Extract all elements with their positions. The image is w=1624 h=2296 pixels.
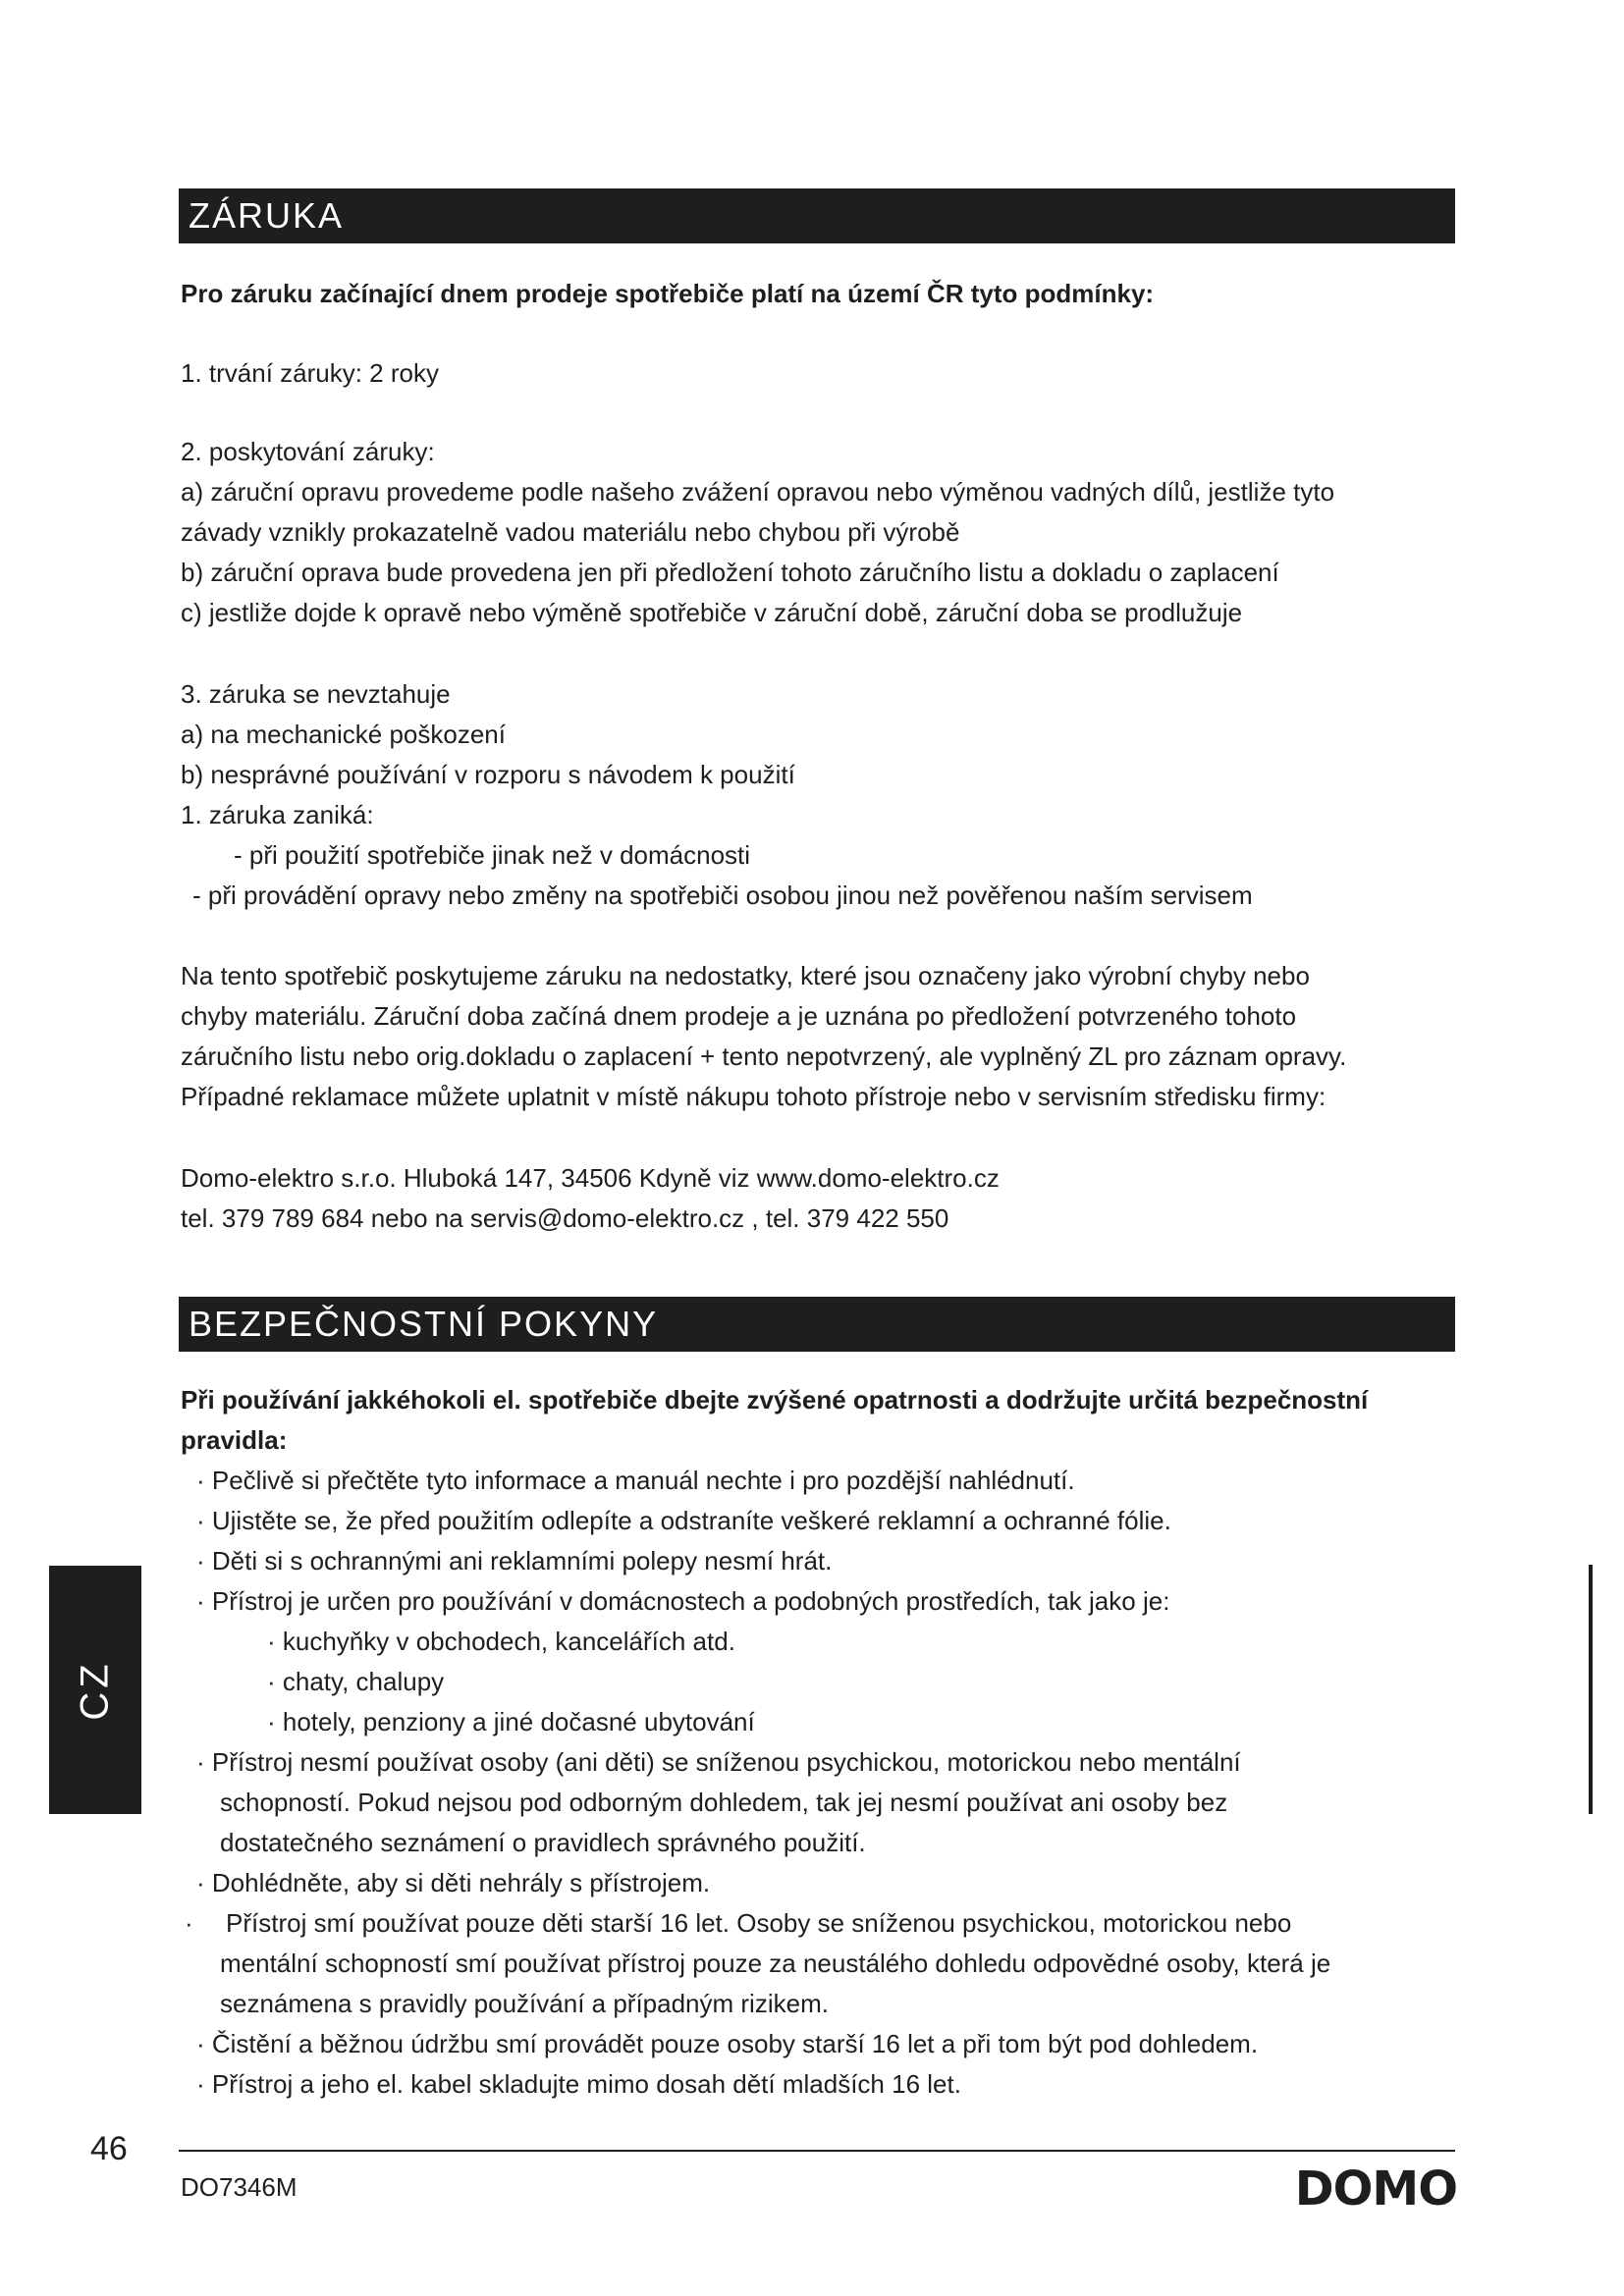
zaruka-intro: Pro záruku začínající dnem prodeje spotřebiče platí na území ČR tyto podmínky: xyxy=(181,279,1155,308)
safety-item-5-line2: schopností. Pokud nejsou pod odborným dohledem, tak jej nesmí používat ani osoby bez xyxy=(220,1788,1228,1817)
safety-intro-line2: pravidla: xyxy=(181,1425,288,1455)
safety-subitem-1: · kuchyňky v obchodech, kancelářích atd. xyxy=(267,1627,735,1656)
warranty-paragraph-line2: chyby materiálu. Záruční doba začíná dnem prodeje a je uznána po předložení potvrzeného tohoto xyxy=(181,1001,1297,1031)
section-heading-zaruka: ZÁRUKA xyxy=(179,188,1455,243)
warranty-expiry-title: 1. záruka zaniká: xyxy=(181,800,374,829)
warranty-exclusion-a: a) na mechanické poškození xyxy=(181,720,506,749)
safety-item-1: · Pečlivě si přečtěte tyto informace a manuál nechte i pro pozdější nahlédnutí. xyxy=(196,1466,1075,1495)
warranty-exclusion-title: 3. záruka se nevztahuje xyxy=(181,679,451,709)
warranty-provision-b: b) záruční oprava bude provedena jen při předložení tohoto záručního listu a dokladu o zaplacení xyxy=(181,558,1279,587)
service-address: Domo-elektro s.r.o. Hluboká 147, 34506 Kdyně viz www.domo-elektro.cz xyxy=(181,1163,1000,1193)
warranty-provision-a-line1: a) záruční opravu provedeme podle našeho zvážení opravou nebo výměnou vadných dílů, jestliže tyto xyxy=(181,477,1335,507)
safety-item-7-line2: mentální schopností smí používat přístroj pouze za neustálého dohledu odpovědné osoby, která je xyxy=(220,1949,1331,1978)
warranty-expiry-item-2: - při provádění opravy nebo změny na spotřebiči osobou jinou než pověřenou naším servisem xyxy=(192,881,1253,910)
model-number: DO7346M xyxy=(181,2172,298,2202)
safety-subitem-3: · hotely, penziony a jiné dočasné ubytování xyxy=(267,1707,755,1736)
safety-subitem-2: · chaty, chalupy xyxy=(267,1667,445,1696)
safety-item-7-bullet: · xyxy=(185,1908,193,1938)
warranty-expiry-item-1: - při použití spotřebiče jinak než v domácnosti xyxy=(234,840,751,870)
service-contact: tel. 379 789 684 nebo na servis@domo-elektro.cz , tel. 379 422 550 xyxy=(181,1203,949,1233)
warranty-provision-title: 2. poskytování záruky: xyxy=(181,437,435,466)
warranty-duration: 1. trvání záruky: 2 roky xyxy=(181,358,439,388)
safety-intro-line1: Při používání jakkéhokoli el. spotřebiče dbejte zvýšené opatrnosti a dodržujte určitá bezpečnostní xyxy=(181,1385,1369,1415)
safety-item-4: · Přístroj je určen pro používání v domácnostech a podobných prostředích, tak jako je: xyxy=(196,1586,1170,1616)
footer-divider xyxy=(179,2150,1455,2152)
language-tab xyxy=(49,1566,141,1814)
safety-item-6: · Dohlédněte, aby si děti nehrály s přístrojem. xyxy=(196,1868,711,1897)
safety-item-3: · Děti si s ochrannými ani reklamními polepy nesmí hrát. xyxy=(196,1546,833,1575)
safety-item-9: · Přístroj a jeho el. kabel skladujte mimo dosah dětí mladších 16 let. xyxy=(196,2069,961,2099)
page-number: 46 xyxy=(90,2130,128,2167)
warranty-paragraph-line1: Na tento spotřebič poskytujeme záruku na nedostatky, které jsou označeny jako výrobní chyby nebo xyxy=(181,961,1310,990)
safety-item-5-line3: dostatečného seznámení o pravidlech správného použití. xyxy=(220,1828,866,1857)
safety-item-2: · Ujistěte se, že před použitím odlepíte a odstraníte veškeré reklamní a ochranné fólie. xyxy=(196,1506,1171,1535)
warranty-exclusion-b: b) nesprávné používání v rozporu s návodem k použití xyxy=(181,760,795,789)
right-margin-rule xyxy=(1589,1565,1593,1814)
warranty-paragraph-line4: Případné reklamace můžete uplatnit v místě nákupu tohoto přístroje nebo v servisním středisku firmy: xyxy=(181,1082,1326,1111)
section-heading-pokyny: BEZPEČNOSTNÍ POKYNY xyxy=(179,1297,1455,1352)
safety-item-7-line3: seznámena s pravidly používání a případným rizikem. xyxy=(220,1989,829,2018)
warranty-provision-c: c) jestliže dojde k opravě nebo výměně spotřebiče v záruční době, záruční doba se prodlužuje xyxy=(181,598,1243,627)
domo-logo: DOMO xyxy=(1294,2162,1457,2216)
safety-item-5-line1: · Přístroj nesmí používat osoby (ani děti) se sníženou psychickou, motorickou nebo mentální xyxy=(196,1747,1241,1777)
safety-item-8: · Čistění a běžnou údržbu smí provádět pouze osoby starší 16 let a při tom být pod dohledem. xyxy=(196,2029,1259,2058)
safety-item-7-line1: Přístroj smí používat pouze děti starší 16 let. Osoby se sníženou psychickou, motorickou nebo xyxy=(226,1908,1292,1938)
warranty-provision-a-line2: závady vznikly prokazatelně vadou materiálu nebo chybou při výrobě xyxy=(181,517,960,547)
warranty-paragraph-line3: záručního listu nebo orig.dokladu o zaplacení + tento nepotvrzený, ale vyplněný ZL pro záznam opravy. xyxy=(181,1041,1347,1071)
language-tab-label: CZ xyxy=(73,1659,117,1721)
